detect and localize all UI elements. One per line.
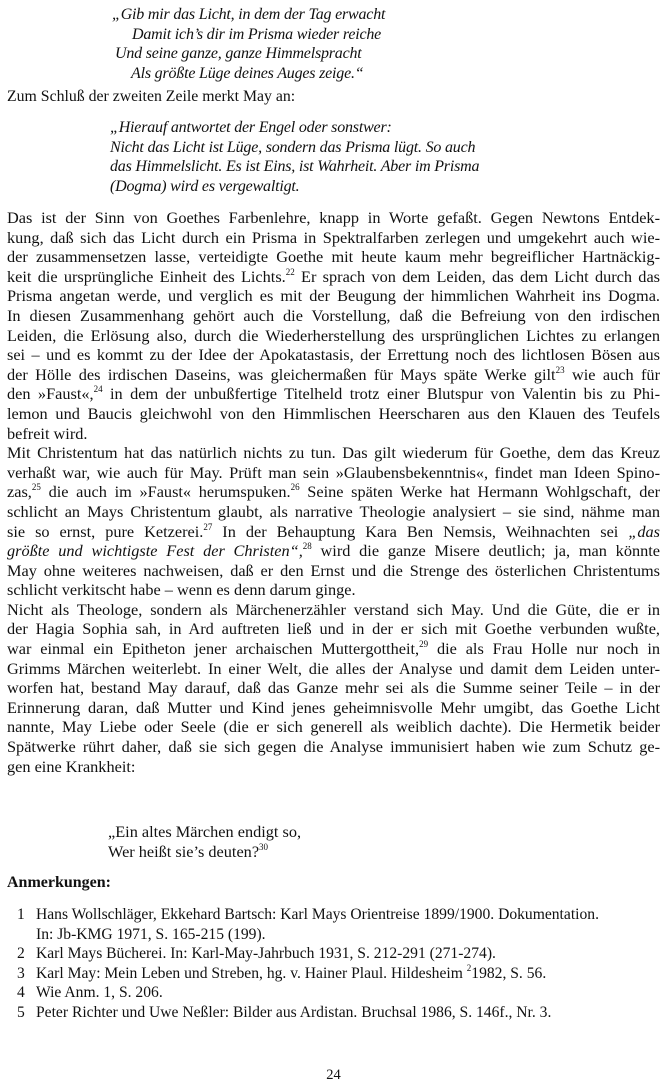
closing-quote [108,822,301,861]
text-part: In der Behauptung Kara Ben Nemsis, Weihnachten sei [212,521,629,541]
quote-line: (Dogma) wird es vergewaltigt. [110,177,300,195]
body-line [7,384,660,404]
note-text: Karl Mays Bücherei. In: Karl-May-Jahrbuch 1931, S. 212-291 (271-274). [36,945,496,962]
text-part: keit die ursprüngliche Einheit des Lichts. [7,266,286,286]
body-line: nannte, May Liebe oder Seele (die er sich generell als weiblich dachte). Die Hermetik beider [7,717,660,737]
body-line: der Hagia Sophia sah, in Ard auftreten ließ und in der er sich mit Goethe verbunden wußte, [7,619,660,639]
italic-text: „das [628,521,660,541]
footnote-ref: 27 [203,521,213,532]
note-text [36,964,662,984]
body-line [7,639,660,659]
note-text: In: Jb-KMG 1971, S. 165-215 (199). [36,925,266,943]
quote-line: „Hierauf antwortet der Engel oder sonstwer: [110,119,392,136]
note-item [17,944,662,964]
body-line: Mit Christentum hat das natürlich nichts zu tun. Das gilt wiederum für Goethe, dem das Kreuz [7,443,660,463]
quote-line: Nicht das Licht ist Lüge, sondern das Prisma lügt. So auch [110,138,476,156]
note-number: 4 [17,984,25,1001]
note-number: 1 [17,906,25,923]
text-part: die auch im »Faust« herumspuken. [40,482,291,502]
body-line: verhaßt war, wie auch für May. Prüft man sein »Glaubensbekenntnis«, findet man Ideen Spino- [7,462,660,482]
body-line [7,522,660,542]
text-part: in dem der unbußfertige Titelheld trotz einer Blutspur von Valentin bis zu Phi- [102,384,660,404]
paragraph [7,208,660,443]
text-part: wie auch für [564,364,660,384]
body-line: der zusammensetzen lasse, verteidigte Goethe mit heute kaum mehr begreiflicher Hartnäckig- [7,247,660,267]
note-text: Hans Wollschläger, Ekkehard Bartsch: Karl Mays Orientreise 1899/1900. Dokumentation. [36,906,599,923]
quote-line [108,842,301,862]
note-number: 2 [17,945,25,962]
body-line: Spätwerke rührt daher, daß sie sich gegen die Analyse immunisiert haben wie zum Schutz ge- [7,737,660,757]
note-item [17,1003,662,1023]
note-text-part: 1982, S. 56. [471,964,547,982]
poem-line: Als größte Lüge deines Auges zeige.“ [131,64,364,82]
note-text: Wie Anm. 1, S. 206. [36,984,163,1001]
note-number: 5 [17,1003,25,1021]
text-part: zas, [7,482,32,502]
footnote-ref: 29 [419,639,429,650]
poem-line: Und seine ganze, ganze Himmelspracht [115,45,362,63]
text-part: Er sprach von dem Leiden, das dem Licht durch das [294,266,660,286]
body-line: Leiden, die Erlösung also, durch die Wiederherstellung des ursprünglichen Lichtes zu erlangen [7,325,660,345]
poem-line: Damit ich’s dir im Prisma wieder reiche [132,25,382,43]
body-line: kung, daß sich das Licht durch ein Prisma in Spektralfarben zerlegen und umgekehrt auch wie- [7,227,660,247]
body-line: Nicht als Theologe, sondern als Märchenerzähler verstand sich May. Und die Güte, die er in [7,599,660,619]
body-line: lemon und Baucis gleichwohl von den Himmlischen Heerscharen aus den Klauen des Teufels [7,403,660,423]
text-part: die als Frau Holle nur noch in [428,639,660,659]
body-line [7,365,660,385]
body-line: Das ist der Sinn von Goethes Farbenlehre, knapp in Worte gefaßt. Gegen Newtons Entdek- [7,208,660,227]
text-part: sie so ernst, pure Ketzerei. [7,521,204,541]
body-line: Prisma angetan werde, und verglich es mit der Beugung der himmlichen Wahrheit ins Dogma. [7,286,660,306]
footnote-ref: 22 [285,266,295,277]
quote-line: „Ein altes Märchen endigt so, [108,822,302,841]
note-text-part: Karl May: Mein Leben und Streben, hg. v. Hainer Plaul. Hildesheim [36,964,467,982]
notes-heading: Anmerkungen: [7,874,112,891]
page-number: 24 [326,1067,341,1083]
quote-line: das Himmelslicht. Es ist Eins, ist Wahrheit. Aber im Prisma [110,158,480,176]
body-line: Grimms Märchen weiterlebt. In einer Welt, die alles der Analyse und damit dem Leiden unter- [7,658,660,678]
footnote-ref: 24 [93,384,103,395]
text-part: den »Faust«, [7,384,94,404]
paragraph [7,443,660,600]
body-text [7,208,660,776]
poem-quote [112,5,385,83]
footnote-ref: 25 [31,482,41,493]
footnote-ref: 23 [555,364,565,375]
text-part: der Hölle des irdischen Daseins, was gleichermaßen für Mays späte Werke gilt [7,364,556,384]
text-part: Seine späten Werke hat Hermann Wohlgschaft, der [299,482,660,502]
note-text: Peter Richter und Uwe Neßler: Bilder aus Ardistan. Bruchsal 1986, S. 146f., Nr. 3. [36,1003,552,1021]
body-line [7,482,660,502]
note-item [17,983,662,1003]
body-line: befreit wird. [7,423,88,443]
body-line: schlicht an Mays Christentum glaubt, als narrative Theologie analysiert – sie sind, nähme man [7,501,660,521]
notes-list [17,905,662,1022]
note-item [17,905,662,944]
footnote-ref: 28 [302,541,312,552]
body-line [7,267,660,287]
quote-text: Wer heißt sie’s deuten? [108,841,260,861]
footnote-ref: 30 [259,841,269,852]
body-line: In diesen Zusammenhang gehört auch die Vorstellung, daß die Befreiung von den irdischen [7,305,660,325]
edition-superscript: 2 [466,962,472,973]
body-line: worfen hat, bestand May darauf, daß das Ganze mehr sei als die Summe seiner Teile – in der [7,678,660,698]
italic-text: größte und wichtigste Fest der Christen“, [7,541,303,561]
text-part: war einmal ein Epitheton jener archaischen Muttergottheit, [7,639,420,659]
note-number: 3 [17,964,25,982]
block-quote [110,118,479,196]
body-line [7,541,660,561]
body-line: gen eine Krankheit: [7,756,136,776]
poem-line: „Gib mir das Licht, in dem der Tag erwacht [112,6,386,23]
note-item [17,964,662,984]
footnote-ref: 26 [290,482,300,493]
text-part: wird die ganze Misere deutlich; ja, man könnte [311,541,660,561]
body-line: May ohne weiteres nachweisen, daß er den Ernst und die Strenge des österlichen Christentums [7,560,660,580]
paragraph [7,600,660,776]
intro-line: Zum Schluß der zweiten Zeile merkt May an: [7,88,296,105]
body-line: schlicht verkitscht habe – wenn es denn darum ginge. [7,580,356,600]
body-line: Erinnerung daran, daß Mutter und Kind jenes geheimnisvolle Mehr umgibt, das Goethe Licht [7,697,660,717]
body-line: sei – und es kommt zu der Idee der Apokatastasis, der Errettung noch des lichtlosen Bösen aus [7,345,660,365]
